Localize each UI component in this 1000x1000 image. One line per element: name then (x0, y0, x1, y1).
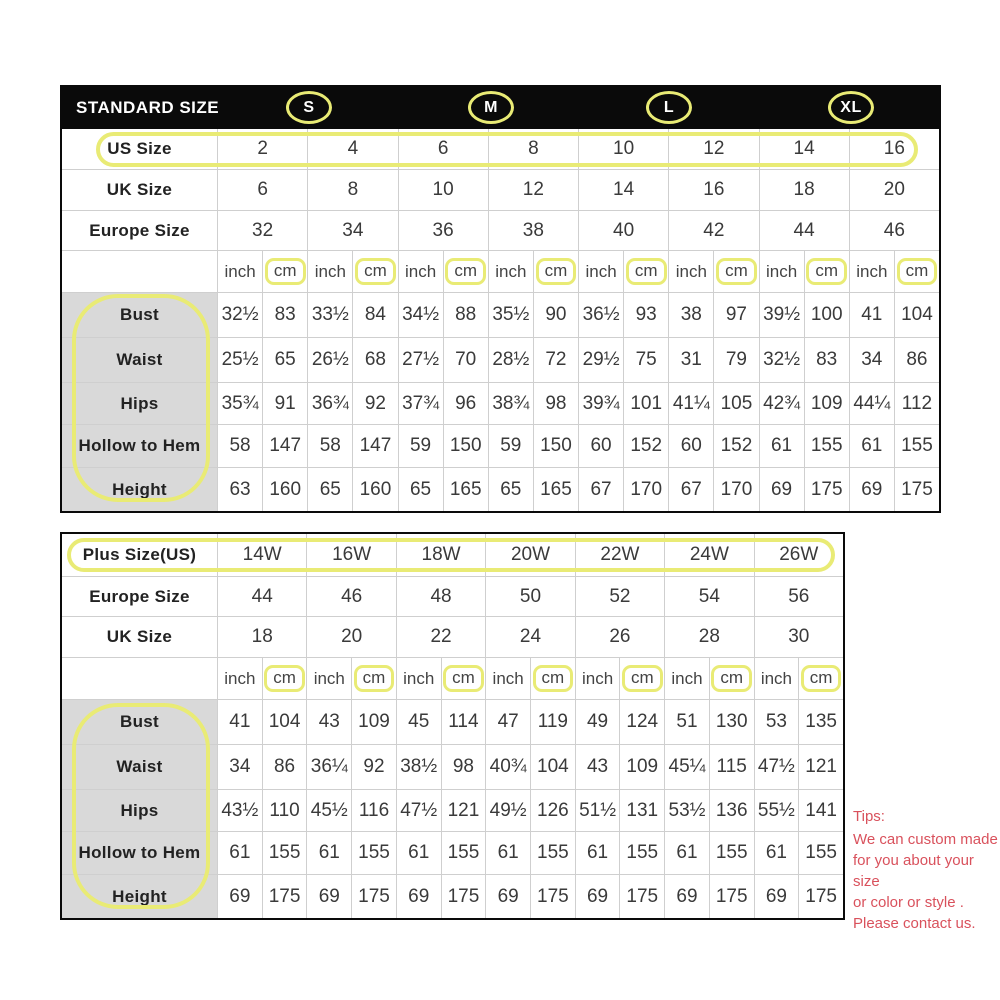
size-cell: 46 (306, 577, 395, 616)
measure-cell: 175 (804, 468, 849, 511)
cm-unit-cell (709, 658, 754, 699)
size-cell: 38 (488, 211, 578, 250)
measure-cell: 36¼ (306, 745, 351, 789)
measure-cell: 61 (306, 832, 351, 874)
size-cell: 48 (396, 577, 485, 616)
measure-cell: 70 (443, 338, 488, 382)
cm-unit-cell (443, 251, 488, 292)
measure-cell: 170 (713, 468, 758, 511)
row-label: UK Size (106, 180, 173, 199)
measure-cell: 69 (849, 468, 894, 511)
measure-cell: 152 (713, 425, 758, 467)
cm-unit-cell (441, 658, 486, 699)
size-cell: 50 (485, 577, 574, 616)
measure-cell: 39½ (759, 293, 804, 337)
cm-unit-cell (713, 251, 758, 292)
inch-unit-cell: inch (396, 658, 441, 699)
inch-unit-cell: inch (668, 251, 713, 292)
inch-unit-cell: inch (754, 658, 799, 699)
size-cell: 22W (575, 534, 664, 576)
measure-cell: 93 (623, 293, 668, 337)
measure-cell: 136 (709, 790, 754, 831)
size-cell: 10 (578, 129, 668, 169)
size-cell: 42 (668, 211, 758, 250)
measure-cell: 90 (533, 293, 578, 337)
size-cell: 18 (759, 170, 849, 210)
measure-cell: 32½ (217, 293, 262, 337)
measure-cell: 121 (441, 790, 486, 831)
measure-cell: 68 (352, 338, 397, 382)
cm-unit-highlight: cm (443, 665, 484, 692)
measure-cell: 69 (396, 875, 441, 918)
measure-row-label: Height (62, 875, 217, 918)
inch-unit-cell: inch (217, 251, 262, 292)
size-cell: 22 (396, 617, 485, 657)
cm-unit-cell (262, 251, 307, 292)
cm-unit-highlight: cm (354, 665, 395, 692)
cm-unit-cell (352, 251, 397, 292)
cm-unit-cell (530, 658, 575, 699)
measure-cell: 69 (754, 875, 799, 918)
measure-cell: 35½ (488, 293, 533, 337)
measure-row-label: Waist (62, 338, 217, 382)
standard-size-title: STANDARD SIZE (76, 98, 220, 117)
measure-cell: 147 (262, 425, 307, 467)
measure-cell: 49 (575, 700, 620, 744)
measure-cell: 28½ (488, 338, 533, 382)
measure-cell: 33½ (307, 293, 352, 337)
measure-cell: 69 (575, 875, 620, 918)
size-m-circle: M (468, 91, 514, 124)
measure-cell: 91 (262, 383, 307, 424)
measure-row-label: Hips (62, 790, 217, 831)
measure-cell: 160 (352, 468, 397, 511)
size-cell: 44 (217, 577, 306, 616)
standard-size-header (62, 87, 939, 129)
measure-cell: 97 (713, 293, 758, 337)
cm-unit-highlight: cm (536, 258, 577, 285)
inch-unit-cell: inch (398, 251, 443, 292)
measure-cell: 104 (530, 745, 575, 789)
measure-cell: 175 (262, 875, 307, 918)
measure-cell: 61 (664, 832, 709, 874)
measure-cell: 98 (441, 745, 486, 789)
measure-cell: 112 (894, 383, 939, 424)
row-label: Plus Size(US) (82, 545, 197, 564)
size-cell: 24 (485, 617, 574, 657)
tips-line: Please contact us. (853, 915, 976, 932)
measure-cell: 119 (530, 700, 575, 744)
measure-row-label: Waist (62, 745, 217, 789)
size-cell: 16 (849, 129, 939, 169)
measure-cell: 175 (894, 468, 939, 511)
tips-line: We can custom made (853, 831, 998, 848)
size-s-circle: S (286, 91, 332, 124)
inch-unit-cell: inch (306, 658, 351, 699)
measure-cell: 61 (754, 832, 799, 874)
measure-cell: 124 (619, 700, 664, 744)
measure-cell: 61 (849, 425, 894, 467)
measure-cell: 147 (352, 425, 397, 467)
measure-cell: 115 (709, 745, 754, 789)
size-cell: 14 (759, 129, 849, 169)
measure-cell: 27½ (398, 338, 443, 382)
measure-cell: 26½ (307, 338, 352, 382)
measure-cell: 60 (578, 425, 623, 467)
unit-row-label (62, 251, 217, 292)
size-cell: 10 (398, 170, 488, 210)
measure-row-label: Height (62, 468, 217, 511)
size-cell: 40 (578, 211, 668, 250)
measure-cell: 83 (262, 293, 307, 337)
measure-cell: 35¾ (217, 383, 262, 424)
measure-cell: 34½ (398, 293, 443, 337)
measure-cell: 165 (533, 468, 578, 511)
measure-cell: 38½ (396, 745, 441, 789)
measure-cell: 32½ (759, 338, 804, 382)
row-label: Europe Size (89, 220, 190, 240)
measure-cell: 40¾ (485, 745, 530, 789)
measure-row-label: Bust (62, 700, 217, 744)
measure-cell: 86 (262, 745, 307, 789)
cm-unit-cell (262, 658, 307, 699)
size-cell: 26W (754, 534, 843, 576)
size-cell: 20 (849, 170, 939, 210)
size-cell: 18W (396, 534, 485, 576)
measure-cell: 65 (262, 338, 307, 382)
measure-cell: 175 (530, 875, 575, 918)
measure-cell: 31 (668, 338, 713, 382)
measure-cell: 41¼ (668, 383, 713, 424)
measure-cell: 58 (217, 425, 262, 467)
cm-unit-highlight: cm (355, 258, 396, 285)
size-cell: 36 (398, 211, 488, 250)
size-cell: 20W (485, 534, 574, 576)
measure-cell: 58 (307, 425, 352, 467)
measure-cell: 43 (306, 700, 351, 744)
tips-line: for you about your size (853, 852, 974, 890)
inch-unit-cell: inch (578, 251, 623, 292)
measure-cell: 84 (352, 293, 397, 337)
measure-cell: 38¾ (488, 383, 533, 424)
measure-cell: 38 (668, 293, 713, 337)
size-cell: 32 (217, 211, 307, 250)
measure-cell: 130 (709, 700, 754, 744)
size-cell: 14W (217, 534, 306, 576)
cm-unit-cell (623, 251, 668, 292)
cm-unit-highlight: cm (801, 665, 842, 692)
measure-cell: 110 (262, 790, 307, 831)
measure-cell: 141 (798, 790, 843, 831)
measure-cell: 75 (623, 338, 668, 382)
size-cell: 28 (664, 617, 753, 657)
measure-cell: 34 (217, 745, 262, 789)
measure-cell: 45½ (306, 790, 351, 831)
measure-cell: 100 (804, 293, 849, 337)
size-cell: 12 (488, 170, 578, 210)
measure-cell: 165 (443, 468, 488, 511)
measure-cell: 47½ (396, 790, 441, 831)
size-cell: 6 (398, 129, 488, 169)
measure-cell: 86 (894, 338, 939, 382)
size-cell: 18 (217, 617, 306, 657)
measure-cell: 39¾ (578, 383, 623, 424)
plus-size-grid (62, 534, 843, 918)
measure-row-label: Bust (62, 293, 217, 337)
measure-row-label: Hollow to Hem (62, 832, 217, 874)
cm-unit-highlight: cm (806, 258, 847, 285)
measure-cell: 175 (351, 875, 396, 918)
measure-cell: 37¾ (398, 383, 443, 424)
cm-unit-highlight: cm (533, 665, 574, 692)
measure-row-label: Hips (62, 383, 217, 424)
measure-cell: 150 (443, 425, 488, 467)
measure-cell: 29½ (578, 338, 623, 382)
measure-cell: 67 (578, 468, 623, 511)
measure-cell: 53½ (664, 790, 709, 831)
inch-unit-cell: inch (664, 658, 709, 699)
measure-cell: 155 (619, 832, 664, 874)
measure-cell: 51 (664, 700, 709, 744)
measure-cell: 69 (664, 875, 709, 918)
cm-unit-cell (351, 658, 396, 699)
unit-row-label (62, 658, 217, 699)
size-cell: 34 (307, 211, 397, 250)
measure-cell: 25½ (217, 338, 262, 382)
measure-cell: 114 (441, 700, 486, 744)
standard-size-grid (62, 129, 939, 511)
measure-cell: 155 (798, 832, 843, 874)
measure-cell: 49½ (485, 790, 530, 831)
measure-cell: 47 (485, 700, 530, 744)
inch-unit-cell: inch (217, 658, 262, 699)
size-cell: 56 (754, 577, 843, 616)
measure-cell: 150 (533, 425, 578, 467)
measure-cell: 53 (754, 700, 799, 744)
measure-cell: 41 (217, 700, 262, 744)
measure-cell: 175 (441, 875, 486, 918)
measure-cell: 42¾ (759, 383, 804, 424)
measure-cell: 45 (396, 700, 441, 744)
measure-cell: 131 (619, 790, 664, 831)
tips-line: or color or style . (853, 894, 964, 911)
custom-tips-note (853, 806, 999, 934)
size-cell: 8 (488, 129, 578, 169)
measure-cell: 105 (713, 383, 758, 424)
inch-unit-cell: inch (575, 658, 620, 699)
measure-cell: 88 (443, 293, 488, 337)
size-cell: 4 (307, 129, 397, 169)
cm-unit-highlight: cm (264, 665, 305, 692)
measure-cell: 47½ (754, 745, 799, 789)
tips-title: Tips: (853, 808, 885, 825)
measure-cell: 41 (849, 293, 894, 337)
measure-cell: 60 (668, 425, 713, 467)
size-cell: 54 (664, 577, 753, 616)
measure-cell: 79 (713, 338, 758, 382)
measure-cell: 69 (306, 875, 351, 918)
measure-cell: 135 (798, 700, 843, 744)
measure-cell: 175 (619, 875, 664, 918)
size-cell: 8 (307, 170, 397, 210)
inch-unit-cell: inch (307, 251, 352, 292)
measure-cell: 61 (759, 425, 804, 467)
cm-unit-cell (533, 251, 578, 292)
measure-cell: 65 (488, 468, 533, 511)
measure-cell: 72 (533, 338, 578, 382)
measure-cell: 51½ (575, 790, 620, 831)
measure-cell: 155 (262, 832, 307, 874)
measure-cell: 152 (623, 425, 668, 467)
measure-cell: 59 (398, 425, 443, 467)
measure-cell: 104 (262, 700, 307, 744)
plus-size-table (60, 532, 845, 920)
measure-cell: 92 (352, 383, 397, 424)
measure-cell: 45¼ (664, 745, 709, 789)
measure-cell: 69 (217, 875, 262, 918)
measure-cell: 121 (798, 745, 843, 789)
measure-cell: 101 (623, 383, 668, 424)
measure-cell: 69 (485, 875, 530, 918)
measure-cell: 98 (533, 383, 578, 424)
measure-cell: 109 (619, 745, 664, 789)
size-cell: 12 (668, 129, 758, 169)
measure-cell: 96 (443, 383, 488, 424)
measure-cell: 43½ (217, 790, 262, 831)
inch-unit-cell: inch (488, 251, 533, 292)
cm-unit-highlight: cm (622, 665, 663, 692)
inch-unit-cell: inch (485, 658, 530, 699)
measure-cell: 126 (530, 790, 575, 831)
size-cell: 20 (306, 617, 395, 657)
measure-cell: 55½ (754, 790, 799, 831)
row-label: US Size (107, 139, 172, 158)
size-xl-circle: XL (828, 91, 874, 124)
measure-cell: 61 (575, 832, 620, 874)
cm-unit-cell (894, 251, 939, 292)
size-cell: 16 (668, 170, 758, 210)
size-l-circle: L (646, 91, 692, 124)
measure-cell: 65 (398, 468, 443, 511)
measure-cell: 155 (804, 425, 849, 467)
measure-cell: 65 (307, 468, 352, 511)
cm-unit-cell (804, 251, 849, 292)
measure-cell: 92 (351, 745, 396, 789)
inch-unit-cell: inch (849, 251, 894, 292)
cm-unit-highlight: cm (711, 665, 752, 692)
cm-unit-cell (619, 658, 664, 699)
measure-cell: 155 (351, 832, 396, 874)
measure-cell: 36¾ (307, 383, 352, 424)
measure-cell: 175 (709, 875, 754, 918)
size-cell: 16W (306, 534, 395, 576)
size-cell: 44 (759, 211, 849, 250)
size-cell: 46 (849, 211, 939, 250)
size-cell: 30 (754, 617, 843, 657)
row-label: UK Size (106, 627, 173, 646)
size-cell: 2 (217, 129, 307, 169)
measure-cell: 61 (217, 832, 262, 874)
measure-cell: 59 (488, 425, 533, 467)
size-cell: 52 (575, 577, 664, 616)
measure-cell: 170 (623, 468, 668, 511)
measure-cell: 83 (804, 338, 849, 382)
measure-cell: 67 (668, 468, 713, 511)
cm-unit-highlight: cm (897, 258, 938, 285)
size-cell: 6 (217, 170, 307, 210)
inch-unit-cell: inch (759, 251, 804, 292)
measure-cell: 155 (709, 832, 754, 874)
size-cell: 24W (664, 534, 753, 576)
measure-cell: 116 (351, 790, 396, 831)
measure-cell: 155 (894, 425, 939, 467)
cm-unit-highlight: cm (626, 258, 667, 285)
measure-cell: 155 (530, 832, 575, 874)
cm-unit-highlight: cm (716, 258, 757, 285)
measure-row-label: Hollow to Hem (62, 425, 217, 467)
measure-cell: 61 (396, 832, 441, 874)
measure-cell: 104 (894, 293, 939, 337)
measure-cell: 69 (759, 468, 804, 511)
size-cell: 26 (575, 617, 664, 657)
cm-unit-highlight: cm (265, 258, 306, 285)
measure-cell: 175 (798, 875, 843, 918)
size-cell: 14 (578, 170, 668, 210)
cm-unit-highlight: cm (445, 258, 486, 285)
measure-cell: 44¼ (849, 383, 894, 424)
measure-cell: 109 (804, 383, 849, 424)
row-label: Europe Size (89, 586, 190, 606)
measure-cell: 63 (217, 468, 262, 511)
measure-cell: 36½ (578, 293, 623, 337)
cm-unit-cell (798, 658, 843, 699)
measure-cell: 43 (575, 745, 620, 789)
standard-size-table (60, 85, 941, 513)
measure-cell: 160 (262, 468, 307, 511)
measure-cell: 155 (441, 832, 486, 874)
measure-cell: 61 (485, 832, 530, 874)
measure-cell: 109 (351, 700, 396, 744)
measure-cell: 34 (849, 338, 894, 382)
